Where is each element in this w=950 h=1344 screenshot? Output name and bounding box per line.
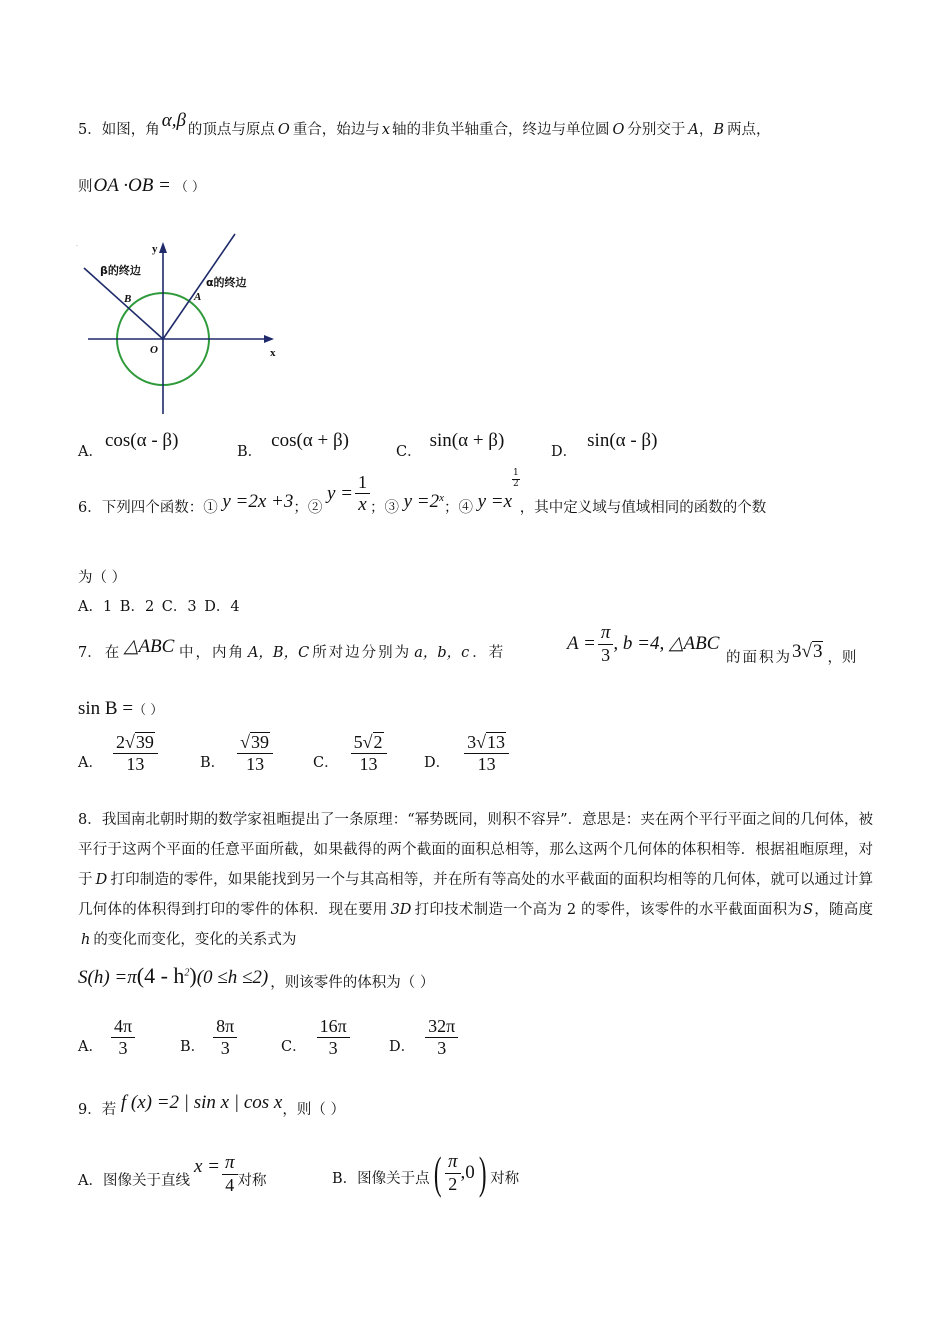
q6-function-4: y =x $\frac{1}{2}$: [477, 468, 519, 512]
q5-stem: 5．如图，角 α,β 的顶点与原点 O 重合，始边与 x 轴的非负半轴重合，终边与单位圆 O 分别交于 A，B 两点，: [78, 110, 771, 138]
q6-function-2: y = $\frac{1}{x}$: [327, 472, 370, 516]
q5-option-c[interactable]: C．sin(α + β): [396, 430, 505, 460]
q5-option-a[interactable]: A．cos(α - β): [78, 430, 179, 460]
q7-option-c[interactable]: C． $\frac{5√2}{13}$: [313, 732, 387, 774]
fig-point-b: B: [124, 293, 132, 305]
q7-stem: 7． 在 △ABC 中，内角 A，B，C 所对边分别为 a，b，c ．若: [78, 636, 506, 661]
q6-options[interactable]: A．1 B．2 C．3 D．4: [78, 599, 240, 615]
q8-option-a[interactable]: A． $\frac{4\pi}{3}$: [78, 1016, 135, 1058]
q5-answer-paren: （ ）: [174, 180, 206, 195]
q5-number: 5．: [78, 122, 102, 138]
q9-option-b[interactable]: B． 图像关于点 ( $\frac{\pi}{2}$ ,0 ) 对称: [332, 1147, 520, 1198]
q9-option-a[interactable]: A． 图像关于直线 x = $\frac{\pi}{4}$ 对称: [78, 1152, 267, 1195]
q7-question-line: sin B =（ ）: [78, 698, 164, 719]
fig-origin-label: O: [150, 344, 158, 356]
x-axis-arrow-icon: [264, 335, 274, 343]
fig-x-label: x: [270, 347, 276, 359]
q5-option-d[interactable]: D．sin(α - β): [551, 430, 658, 460]
q7-area: 的面积为3√3 ，则: [726, 641, 857, 666]
q9-formula: f (x) =2 | sin x | cos x: [120, 1092, 283, 1113]
q6-stem: 6．下列四个函数：① y =2x +3；② y = $\frac{1}{x}$ ；③ $y =2^x$；④ y =x $\frac{1}{2}$ ，其中定义域与值域相同的函数的个数: [78, 468, 767, 516]
q5-angles: α,β: [161, 110, 186, 131]
q5-question-line: 则OA ·OB = （ ）: [78, 175, 206, 196]
q7-option-b[interactable]: B． $\frac{√39}{13}$: [200, 732, 273, 774]
q5-option-b[interactable]: B．cos(α + β): [237, 430, 349, 460]
q6-function-1: y =2x +3: [222, 490, 294, 512]
fig-y-label: y: [152, 243, 158, 255]
q7-triangle: △ABC: [123, 636, 175, 657]
q5-unit-circle-figure: [74, 228, 289, 418]
q9-point: ( $\frac{\pi}{2}$ ,0 ): [433, 1147, 487, 1198]
q6-number: 6．: [78, 499, 102, 516]
q9-number: 9．: [78, 1102, 102, 1118]
q8-option-b[interactable]: B． $\frac{8\pi}{3}$: [180, 1016, 237, 1058]
q7-option-d[interactable]: D． $\frac{3√13}{13}$: [424, 732, 509, 774]
fig-point-a: A: [194, 291, 202, 303]
q8-option-c[interactable]: C． $\frac{16\pi}{3}$: [281, 1016, 350, 1058]
q7-number: 7．: [78, 645, 102, 661]
svg-text:.: .: [76, 241, 78, 248]
q5-dot-product: OA ·OB =: [93, 175, 171, 196]
q6-function-3: $y =2^x$: [403, 490, 444, 512]
q8-option-d[interactable]: D． $\frac{32\pi}{3}$: [389, 1016, 458, 1058]
q9-stem: 9．若 f (x) =2 | sin x | cos x，则（ ）: [78, 1092, 345, 1118]
q8-stem: 8．我国南北朝时期的数学家祖暅提出了一条原理：“幂势既同，则积不容异”．意思是：夹在两个平行平面之间的几何体，被平行于这两个平面的任意平面所截，如果截得的两个截面的面积总相等，那么这两个几何体的体积相等．根据祖暅原理，对于 D 打印制造的零件，如果能找到另一个与其高相等，并在所有等高处的水平截面的面积均相等的几何体，就可以通过计算几何体的体积得到打印的零件的体积．现在要用 3D 打印技术制造一个高为 2 的零件，该零件的水平截面面积为S，随高度h 的变化而变化，变化的关系式为: [78, 812, 874, 948]
fig-beta-side-label: β的终边: [100, 264, 141, 277]
q6-stem-cont: 为（ ）: [78, 570, 127, 586]
y-axis-arrow-icon: [159, 242, 167, 253]
q7-option-a[interactable]: A． $\frac{2√39}{13}$: [78, 732, 158, 774]
fig-alpha-side-label: α的终边: [206, 276, 247, 289]
q8-formula-line: $S(h) =\pi(4 - h^2)(0 \le h \le 2)$ ，则该零件的体积为（ ）: [78, 963, 435, 991]
q7-condition: A = $\frac{\pi}{3}$ , b =4, △ABC: [567, 622, 720, 665]
q8-formula: $S(h) =\pi(4 - h^2)(0 \le h \le 2)$: [78, 963, 269, 988]
